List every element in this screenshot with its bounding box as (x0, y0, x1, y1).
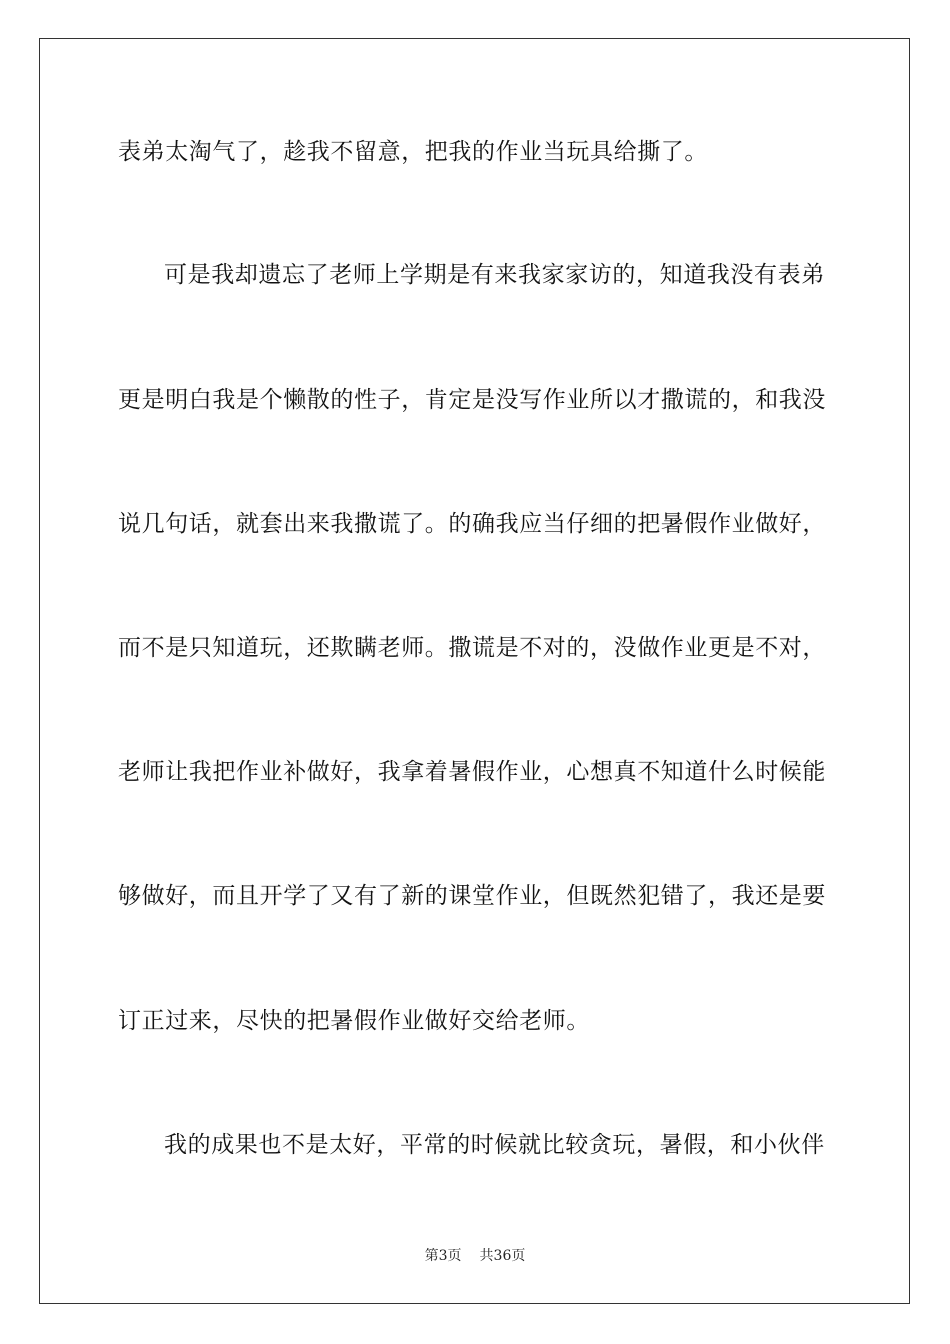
paragraph-line-9: 我的成果也不是太好，平常的时候就比较贪玩，暑假，和小伙伴 (164, 1132, 825, 1158)
paragraph-line-4: 说几句话，就套出来我撒谎了。的确我应当仔细的把暑假作业做好， (118, 511, 826, 537)
page-number: 第3页 (424, 1248, 462, 1264)
paragraph-line-3: 更是明白我是个懒散的性子，肯定是没写作业所以才撒谎的，和我没 (118, 387, 826, 413)
page-total: 共36页 (479, 1248, 526, 1264)
paragraph-line-7: 够做好，而且开学了又有了新的课堂作业，但既然犯错了，我还是要 (118, 883, 826, 909)
paragraph-line-8: 订正过来，尽快的把暑假作业做好交给老师。 (118, 1008, 590, 1034)
paragraph-line-6: 老师让我把作业补做好，我拿着暑假作业，心想真不知道什么时候能 (118, 759, 826, 785)
page-footer (0, 1246, 950, 1266)
paragraph-line-2: 可是我却遗忘了老师上学期是有来我家家访的，知道我没有表弟 (164, 262, 825, 288)
paragraph-line-1: 表弟太淘气了，趁我不留意，把我的作业当玩具给撕了。 (118, 139, 708, 165)
paragraph-line-5: 而不是只知道玩，还欺瞒老师。撒谎是不对的，没做作业更是不对， (118, 635, 826, 661)
page-border (39, 38, 910, 1304)
